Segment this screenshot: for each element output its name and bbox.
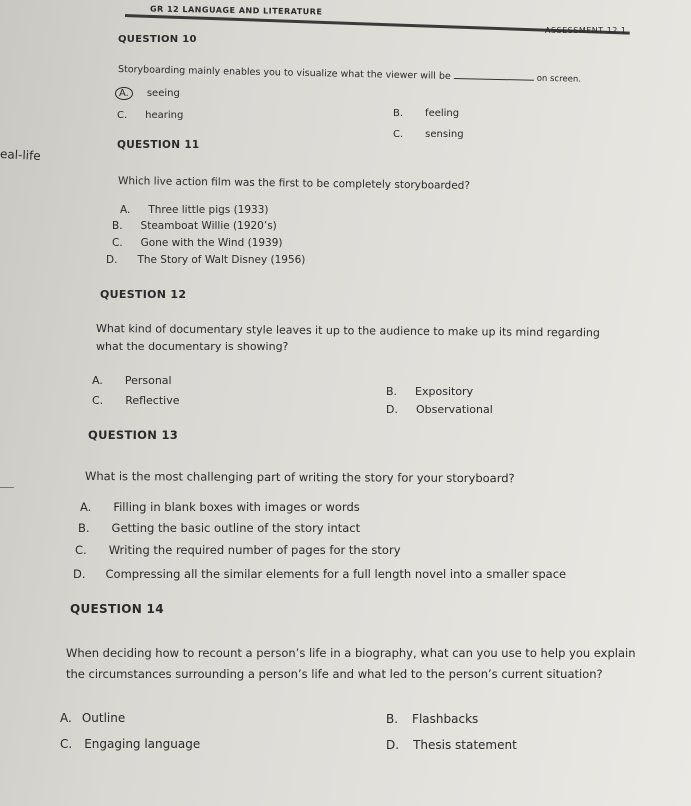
q10-stem — [118, 64, 581, 85]
q10-option-b-letter: B. — [393, 108, 404, 119]
q14-option-a-letter: A. — [60, 711, 72, 725]
q12-option-a-text: Personal — [124, 374, 172, 387]
q10-option-b[interactable] — [393, 108, 459, 119]
q10-option-c[interactable] — [117, 110, 183, 121]
q11-option-c-text: Gone with the Wind (1939) — [140, 237, 283, 249]
q11-option-c-letter: C. — [112, 237, 123, 249]
q13-option-b-letter: B. — [78, 521, 90, 535]
q11-option-a[interactable] — [120, 204, 269, 216]
q11-stem: Which live action film was the first to be completely storyboarded? — [117, 175, 471, 192]
q13-option-a[interactable] — [80, 500, 360, 514]
q12-option-d-letter: D. — [386, 403, 398, 416]
q10-heading: QUESTION 10 — [118, 34, 197, 45]
q11-option-b-letter: B. — [112, 220, 123, 232]
margin-text: eal-life — [0, 146, 42, 164]
assessment-label: ASSESSMENT 12.1 — [545, 26, 627, 35]
q14-heading: QUESTION 14 — [70, 602, 164, 616]
q11-option-d[interactable] — [106, 254, 305, 266]
q14-option-b[interactable] — [386, 712, 478, 726]
margin-mark — [0, 487, 14, 488]
q10-option-d-text: sensing — [425, 129, 464, 140]
q13-option-a-letter: A. — [80, 500, 92, 514]
q11-option-a-letter: A. — [120, 204, 131, 216]
q10-option-a[interactable] — [115, 87, 180, 100]
course-title: GR 12 LANGUAGE AND LITERATURE — [149, 4, 323, 17]
q11-option-c[interactable] — [112, 237, 283, 249]
q10-option-d[interactable] — [393, 129, 464, 140]
q14-option-c-letter: C. — [60, 737, 73, 751]
q13-option-c-letter: C. — [75, 543, 87, 557]
q10-option-a-text: seeing — [146, 88, 180, 99]
q14-option-d[interactable] — [386, 738, 517, 752]
q13-option-d-letter: D. — [73, 567, 86, 581]
q11-option-b[interactable] — [112, 220, 277, 232]
q10-option-b-text: feeling — [425, 108, 460, 119]
q12-option-b[interactable] — [386, 385, 473, 398]
q10-option-c-letter: C. — [117, 110, 128, 121]
q12-option-c[interactable] — [92, 394, 180, 407]
q11-option-a-text: Three little pigs (1933) — [148, 204, 269, 216]
q12-option-d-text: Observational — [415, 403, 493, 416]
q12-option-b-text: Expository — [415, 385, 474, 398]
q14-stem-line1: When deciding how to recount a person’s life in a biography, what can you use to help you explain — [66, 646, 636, 660]
q14-option-d-letter: D. — [386, 738, 400, 752]
q10-option-d-letter: C. — [393, 129, 404, 140]
q13-option-c-text: Writing the required number of pages for the story — [108, 543, 401, 557]
q12-option-c-text: Reflective — [125, 394, 180, 407]
q12-option-c-letter: C. — [92, 394, 104, 407]
q10-option-c-text: hearing — [145, 110, 184, 121]
q14-option-b-letter: B. — [386, 712, 399, 726]
q13-option-b[interactable] — [78, 521, 360, 535]
q13-option-d-text: Compressing all the similar elements for a full length novel into a smaller space — [105, 567, 567, 581]
q14-option-a-text: Outline — [81, 711, 126, 725]
q14-option-b-text: Flashbacks — [412, 712, 479, 726]
q14-option-a[interactable] — [60, 711, 125, 725]
q14-stem-line2: the circumstances surrounding a person’s life and what led to the person’s current situation? — [66, 667, 603, 681]
q12-heading: QUESTION 12 — [100, 288, 187, 301]
q11-heading: QUESTION 11 — [117, 139, 200, 151]
q11-option-b-text: Steamboat Willie (1920’s) — [140, 220, 277, 232]
q10-option-a-letter: A. — [115, 87, 133, 100]
q14-option-c-text: Engaging language — [84, 737, 201, 751]
q10-blank — [454, 78, 534, 81]
q12-option-d[interactable] — [386, 403, 493, 416]
q12-option-b-letter: B. — [386, 385, 398, 398]
q13-stem: What is the most challenging part of writing the story for your storyboard? — [84, 469, 515, 486]
q14-option-d-text: Thesis statement — [413, 738, 517, 752]
q12-stem-line2: what the documentary is showing? — [96, 340, 289, 353]
q14-option-c[interactable] — [60, 737, 200, 751]
q13-option-c[interactable] — [75, 543, 401, 557]
q12-option-a-letter: A. — [92, 374, 103, 387]
q11-option-d-text: The Story of Walt Disney (1956) — [137, 254, 306, 266]
q13-option-d[interactable] — [73, 567, 566, 581]
q13-option-b-text: Getting the basic outline of the story intact — [111, 521, 361, 535]
q13-option-a-text: Filling in blank boxes with images or words — [113, 500, 360, 514]
q10-stem-part1: Storyboarding mainly enables you to visualize what the viewer will be — [117, 64, 451, 82]
q11-option-d-letter: D. — [106, 254, 118, 266]
q10-stem-part2: on screen. — [536, 73, 582, 85]
q12-stem-line1: What kind of documentary style leaves it up to the audience to make up its mind regarding — [95, 322, 600, 340]
q13-heading: QUESTION 13 — [88, 428, 179, 442]
q12-option-a[interactable] — [92, 374, 172, 387]
